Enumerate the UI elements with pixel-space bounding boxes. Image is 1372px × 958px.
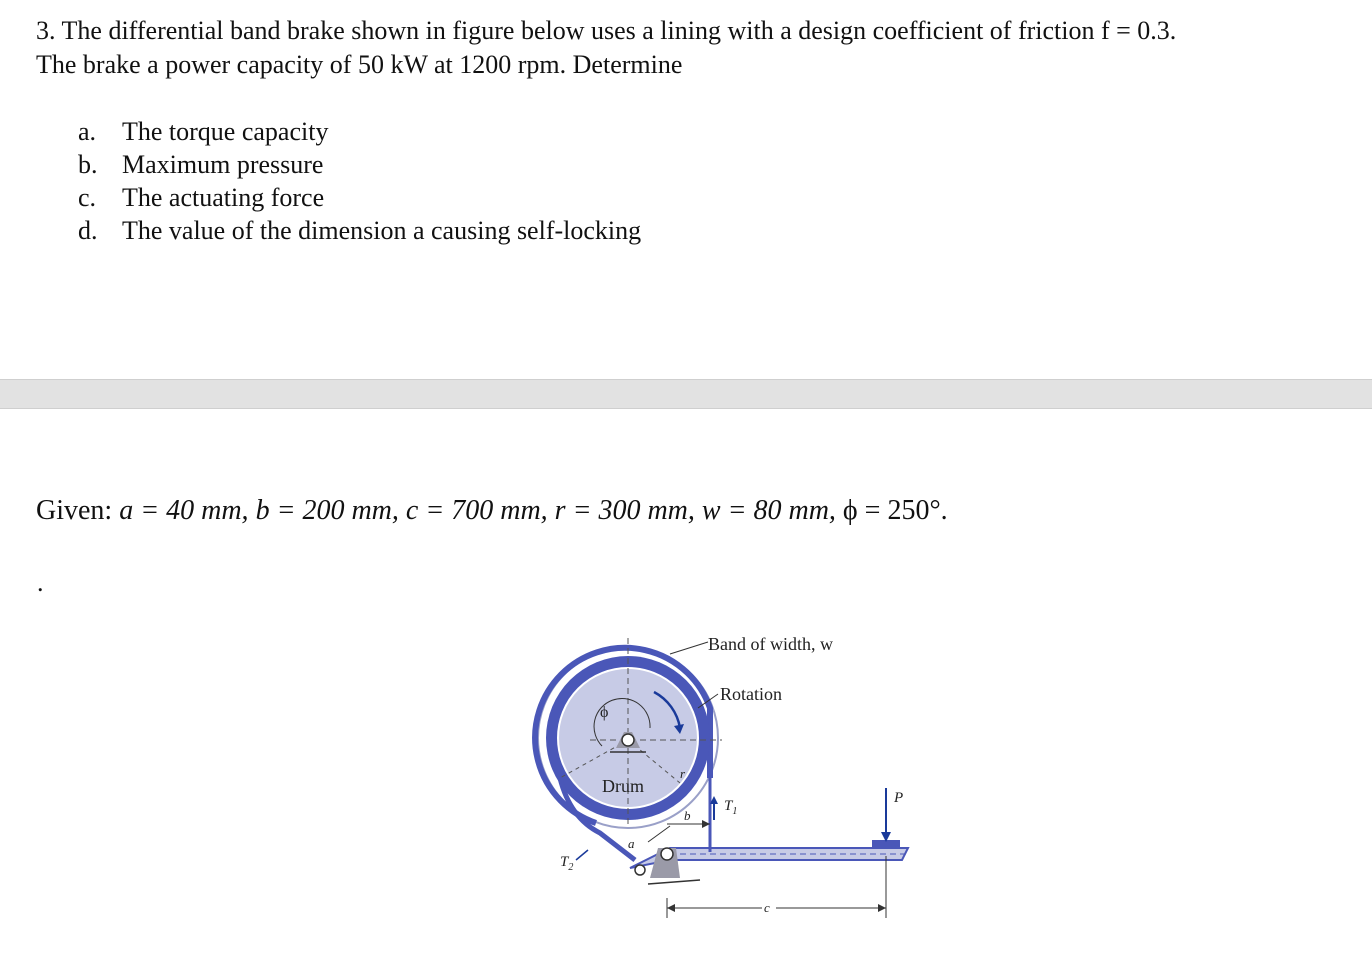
given-a: a = 40 mm, <box>119 495 249 526</box>
list-item-text: The value of the dimension a causing self-locking <box>122 216 642 245</box>
band-label: Band of width, w <box>708 634 833 654</box>
trailing-dot: . <box>37 568 44 597</box>
c-dimension-head-right <box>878 904 886 912</box>
t1-label: $T_1$ <box>724 798 738 817</box>
list-item-text: The torque capacity <box>122 117 329 146</box>
b-label: b <box>684 808 691 823</box>
list-item-text: Maximum pressure <box>122 150 324 179</box>
hub-pin <box>622 734 634 746</box>
pivot-ground-line <box>648 880 700 884</box>
list-item-text: The actuating force <box>122 183 325 212</box>
list-item-letter: d. <box>78 216 98 245</box>
r-label: r <box>680 766 686 781</box>
t2-arrow <box>576 850 588 860</box>
c-dimension-head-left <box>667 904 675 912</box>
given-r: r = 300 mm, <box>554 495 695 526</box>
given-b: b = 200 mm, <box>255 495 399 526</box>
c-label: c <box>764 900 770 915</box>
given-w: w = 80 mm, <box>701 495 836 526</box>
a-label: a <box>628 836 635 851</box>
band-leader <box>670 642 708 654</box>
p-label: P <box>894 790 904 806</box>
problem-line-1: 3. The differential band brake shown in figure below uses a lining with a design coefficient of friction f = 0.3. <box>36 16 1177 45</box>
drum-label: Drum <box>602 776 644 796</box>
a-dimension <box>648 826 670 842</box>
given-phi: ϕ = 250°. <box>842 495 948 526</box>
given-prefix: Given: <box>36 495 120 526</box>
t2-label: $T_2$ <box>560 854 574 873</box>
given-values <box>36 493 948 529</box>
rotation-label: Rotation <box>720 684 782 704</box>
phi-label: ϕ <box>600 704 609 721</box>
given-c: c = 700 mm, <box>405 495 548 526</box>
section-divider <box>0 379 1372 409</box>
list-item-letter: c. <box>78 183 97 212</box>
problem-line-2: The brake a power capacity of 50 kW at 1200 rpm. Determine <box>36 50 683 79</box>
pivot-pin <box>661 848 673 860</box>
band-pin <box>635 865 645 875</box>
band-brake-figure <box>530 628 930 928</box>
list-item-letter: b. <box>78 150 98 179</box>
list-item-letter: a. <box>78 117 97 146</box>
